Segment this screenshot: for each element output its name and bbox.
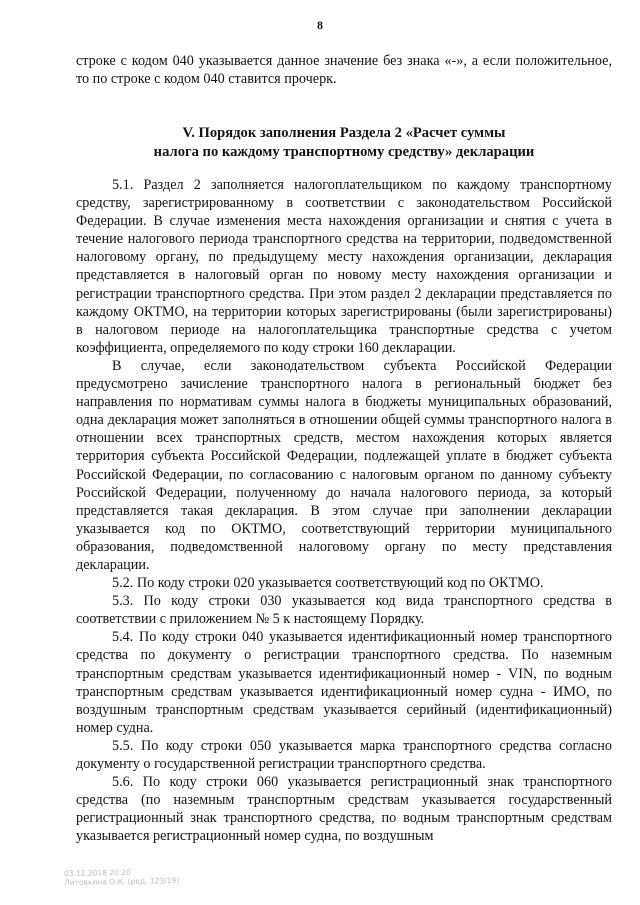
paragraph-5-3: 5.3. По коду строки 030 указывается код вида транспортного средства в соответствии с приложением № 5 к настоящему Порядку. [76,593,612,628]
section-title [76,124,612,161]
section-title-line-2: налога по каждому транспортному средству» декларации [153,143,535,160]
paragraph-5-5: 5.5. По коду строки 050 указывается марка транспортного средства согласно документу о государственной регистрации транспортного средства. [76,737,612,772]
paragraph-5-1-continuation: В случае, если законодательством субъекта Российской Федерации предусмотрено зачисление транспортного налога в региональный бюджет без направления по нормативам суммы налога в бюджеты муниципальных образований, одна декларация может заполняться в отношении общей суммы транспортного налога в отношении всех транспортных средств, местом нахождения которых является территория субъекта Российской Федерации, подлежащей уплате в бюджет субъекта Российской Федерации, по согласованию с налоговым органом по данному субъекту Российской Федерации, полученному до начала налогового периода, за который представляется такая декларация. В этом случае при заполнении декларации указывается код по ОКТМО, соответствующий территории муниципального образования, подведомственной налоговому органу по месту представления декларации. [76,357,612,573]
paragraph-5-1: 5.1. Раздел 2 заполняется налогоплательщиком по каждому транспортному средству, зарегистрированному в соответствии с законодательством Российской Федерации. В случае изменения места нахождения организации и снятия с учета в течение налогового периода транспортного средства на территории, подведомственной налоговому органу, по предыдущему месту нахождения организации, декларация представляется в налоговый орган по новому месту нахождения организации и регистрации транспортного средства. При этом раздел 2 декларации представляется по каждому ОКТМО, на территории которых зарегистрированы (были зарегистрированы) в налоговом периоде на налогоплательщика транспортные средства с учетом коэффициента, определяемого по коду строки 160 декларации. [76,177,612,356]
paragraph-5-6: 5.6. По коду строки 060 указывается регистрационный знак транспортного средства (по наземным транспортным средствам указывается государственный регистрационный знак транспортного средства, по водным транспортным средствам указывается регистрационный номер судна, по воздушным [76,774,612,845]
section-title-line-1: V. Порядок заполнения Раздела 2 «Расчет суммы [182,125,506,141]
page-number: 8 [317,18,323,32]
registration-stamp [64,867,179,887]
stamp-line-2: Литовкина О.К. (ред. 123/19) [64,875,180,888]
stamp-line-1: 03.12.2018 20:20 [63,867,131,879]
paragraph-5-2: 5.2. По коду строки 020 указывается соответствующий код по ОКТМО. [112,575,544,592]
intro-paragraph: строке с кодом 040 указывается данное значение без знака «-», а если положительное, то по строке с кодом 040 ставится прочерк. [76,53,612,88]
section-body [76,176,612,845]
paragraph-5-4: 5.4. По коду строки 040 указывается идентификационный номер транспортного средства по документу о регистрации транспортного средства. По наземным транспортным средствам указывается идентификационный номер - VIN, по водным транспортным средствам указывается идентификационный номер судна - ИМО, по воздушным транспортным средствам указывается серийный (идентификационный) номер судна. [76,629,612,736]
